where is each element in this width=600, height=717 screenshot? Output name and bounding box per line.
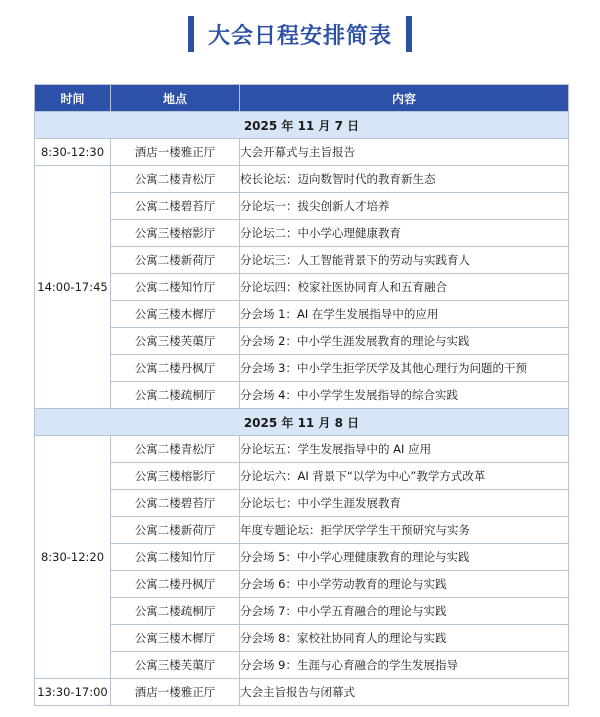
venue-cell: 公寓二楼新荷厅 [111,247,240,274]
content-cell: 年度专题论坛：拒学厌学学生干预研究与实务 [240,517,569,544]
header-content: 内容 [240,85,569,112]
content-cell: 校长论坛：迈向数智时代的教育新生态 [240,166,569,193]
venue-cell: 公寓三楼木樨厅 [111,625,240,652]
content-cell: 分论坛一：拔尖创新人才培养 [240,193,569,220]
content-cell: 分会场 8：家校社协同育人的理论与实践 [240,625,569,652]
table-row [35,355,569,382]
time-cell: 13:30-17:00 [35,679,111,706]
content-cell: 分论坛六：AI 背景下“以学为中心”教学方式改革 [240,463,569,490]
content-cell: 分论坛七：中小学生涯发展教育 [240,490,569,517]
title-bar-right [406,16,412,52]
table-row [35,139,569,166]
content-cell: 分论坛二：中小学心理健康教育 [240,220,569,247]
venue-cell: 公寓二楼青松厅 [111,436,240,463]
content-cell: 分论坛四：校家社医协同育人和五育融合 [240,274,569,301]
venue-cell: 公寓二楼新荷厅 [111,517,240,544]
table-row [35,193,569,220]
date-label: 2025 年 11 月 7 日 [35,112,569,139]
table-row [35,274,569,301]
venue-cell: 公寓三楼木樨厅 [111,301,240,328]
schedule-table [34,84,569,706]
table-row [35,490,569,517]
table-row [35,625,569,652]
venue-cell: 公寓二楼青松厅 [111,166,240,193]
venue-cell: 公寓三楼芙蕖厅 [111,328,240,355]
content-cell: 大会开幕式与主旨报告 [240,139,569,166]
time-cell: 14:00-17:45 [35,166,111,409]
schedule-body [35,112,569,706]
content-cell: 分会场 4：中小学学生发展指导的综合实践 [240,382,569,409]
venue-cell: 公寓二楼疏桐厅 [111,382,240,409]
venue-cell: 公寓三楼榕影厅 [111,463,240,490]
venue-cell: 公寓二楼知竹厅 [111,544,240,571]
venue-cell: 公寓二楼碧苔厅 [111,193,240,220]
venue-cell: 公寓三楼榕影厅 [111,220,240,247]
table-header-row [35,85,569,112]
time-cell: 8:30-12:30 [35,139,111,166]
venue-cell: 公寓二楼丹枫厅 [111,355,240,382]
title-bar-left [188,16,194,52]
table-row [35,436,569,463]
content-cell: 分会场 1：AI 在学生发展指导中的应用 [240,301,569,328]
venue-cell: 酒店一楼雅正厅 [111,679,240,706]
table-row [35,679,569,706]
table-row [35,517,569,544]
table-row [35,220,569,247]
content-cell: 大会主旨报告与闭幕式 [240,679,569,706]
table-row [35,571,569,598]
header-time: 时间 [35,85,111,112]
table-row [35,328,569,355]
time-cell: 8:30-12:20 [35,436,111,679]
date-row [35,112,569,139]
title-banner [0,14,600,54]
venue-cell: 公寓二楼碧苔厅 [111,490,240,517]
venue-cell: 公寓三楼芙蕖厅 [111,652,240,679]
venue-cell: 公寓二楼疏桐厅 [111,598,240,625]
table-row [35,544,569,571]
page-title: 大会日程安排简表 [207,23,392,49]
date-row [35,409,569,436]
table-row [35,166,569,193]
table-row [35,652,569,679]
header-venue: 地点 [111,85,240,112]
content-cell: 分会场 3：中小学生拒学厌学及其他心理行为问题的干预 [240,355,569,382]
table-row [35,301,569,328]
table-row [35,463,569,490]
table-row [35,247,569,274]
venue-cell: 酒店一楼雅正厅 [111,139,240,166]
content-cell: 分会场 2：中小学生涯发展教育的理论与实践 [240,328,569,355]
date-label: 2025 年 11 月 8 日 [35,409,569,436]
content-cell: 分论坛三：人工智能背景下的劳动与实践育人 [240,247,569,274]
content-cell: 分论坛五：学生发展指导中的 AI 应用 [240,436,569,463]
content-cell: 分会场 9：生涯与心育融合的学生发展指导 [240,652,569,679]
venue-cell: 公寓二楼丹枫厅 [111,571,240,598]
content-cell: 分会场 7：中小学五育融合的理论与实践 [240,598,569,625]
venue-cell: 公寓二楼知竹厅 [111,274,240,301]
content-cell: 分会场 5：中小学心理健康教育的理论与实践 [240,544,569,571]
content-cell: 分会场 6：中小学劳动教育的理论与实践 [240,571,569,598]
table-row [35,598,569,625]
table-row [35,382,569,409]
